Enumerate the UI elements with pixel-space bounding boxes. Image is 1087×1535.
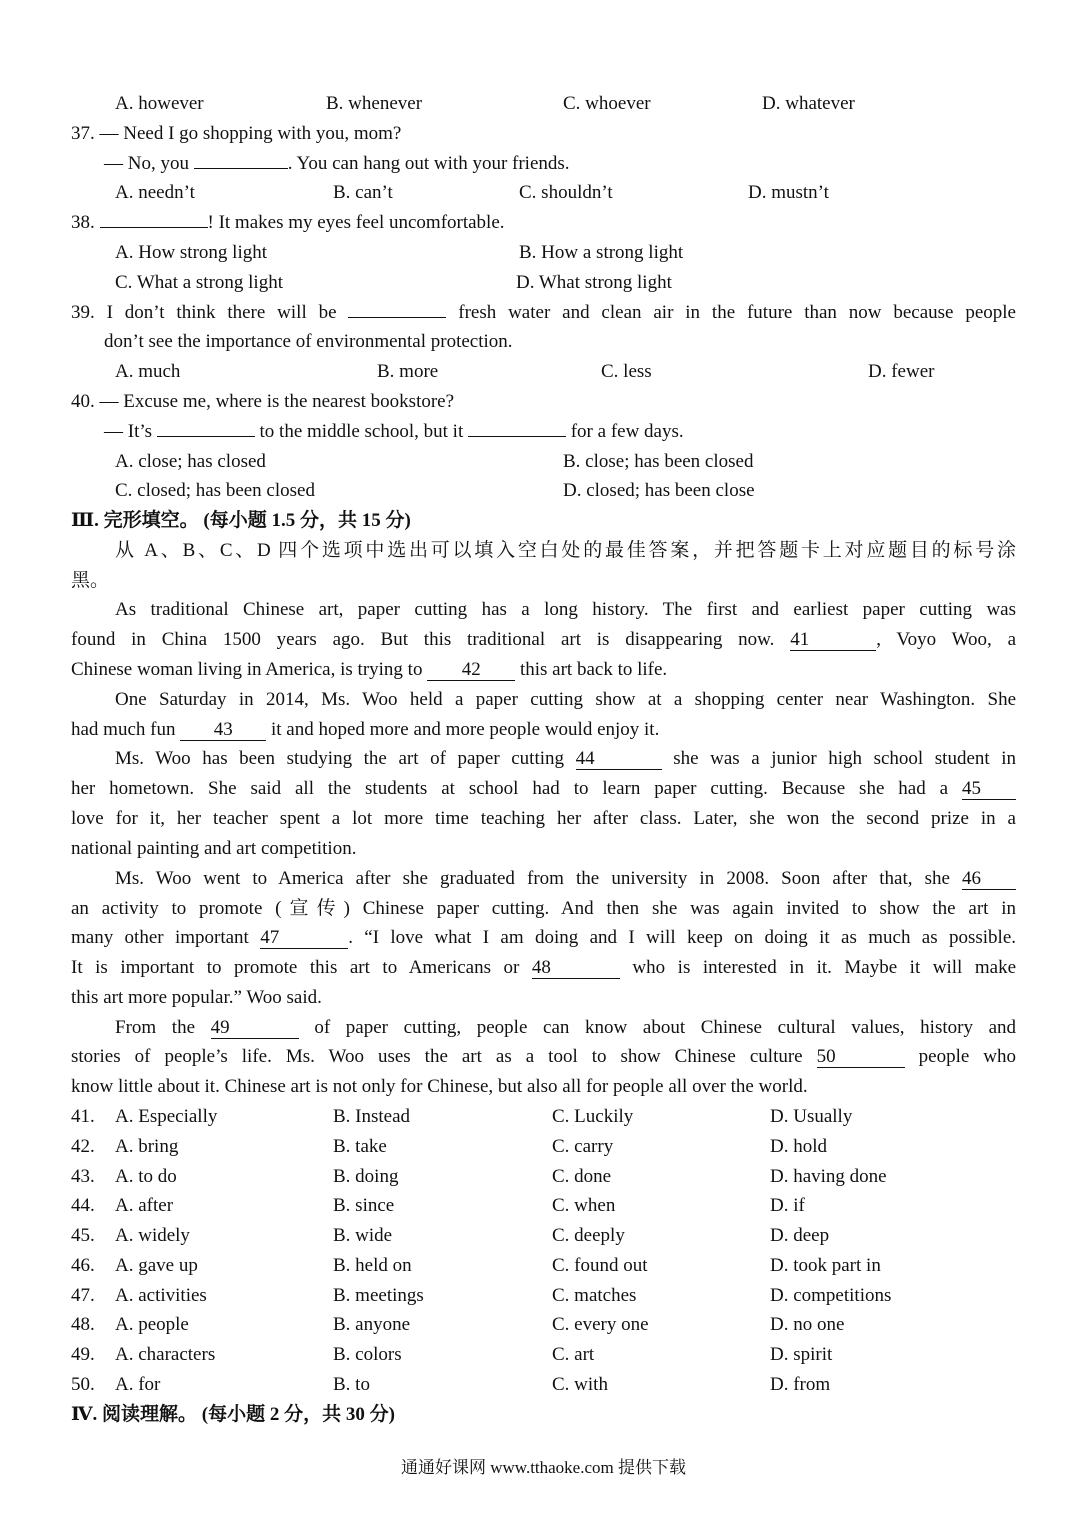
q39-line-1 — [71, 301, 1016, 325]
option-b: B. meetings — [333, 1285, 424, 1306]
passage-p4-line-1 — [115, 867, 1016, 891]
option-c: C. with — [552, 1374, 608, 1395]
blank-48: 48 — [532, 958, 620, 979]
option-a: A. characters — [115, 1344, 216, 1365]
passage-p1-line-3 — [71, 658, 667, 682]
option-c: C. carry — [552, 1136, 614, 1157]
passage-p4-line-4 — [71, 956, 1016, 980]
item-number: 48. — [71, 1314, 95, 1335]
q37-reply — [104, 152, 570, 176]
option-d: D. from — [770, 1374, 831, 1395]
passage-p3-line-2 — [71, 777, 1016, 801]
option-c: C. art — [552, 1344, 595, 1365]
q40-reply-middle: to the middle school, but it — [259, 421, 464, 442]
q39-option-b: B. more — [377, 361, 439, 382]
passage-text: it and hoped more and more people would enjoy it. — [270, 719, 660, 740]
q38-option-c: C. What a strong light — [115, 272, 283, 293]
q38-stem — [71, 211, 505, 235]
passage-text: Chinese woman living in America, is trying to — [71, 659, 423, 680]
passage-text: stories of people’s life. Ms. Woo uses the art as a tool to show Chinese culture — [71, 1046, 803, 1067]
option-b: B. colors — [333, 1344, 402, 1365]
blank-43: 43 — [180, 720, 266, 741]
option-b: B. anyone — [333, 1314, 411, 1335]
passage-text: she was a junior high school student in — [673, 748, 1017, 769]
option-d: D. spirit — [770, 1344, 833, 1365]
option-a: A. for — [115, 1374, 161, 1395]
option-c: C. every one — [552, 1314, 649, 1335]
passage-p3-line-4: national painting and art competition. — [71, 838, 357, 859]
option-a: A. widely — [115, 1225, 190, 1246]
option-c: C. deeply — [552, 1225, 625, 1246]
item-number: 44. — [71, 1195, 95, 1216]
section-3-heading: Ⅲ. 完形填空。 (每小题 1.5 分，共 15 分) — [71, 510, 411, 531]
passage-text: had much fun — [71, 719, 176, 740]
q39-option-c: C. less — [601, 361, 652, 382]
q37-blank — [194, 168, 288, 169]
q37-reply-end: . You can hang out with your friends. — [287, 153, 570, 174]
q40-stem: 40. — Excuse me, where is the nearest bookstore? — [71, 391, 455, 412]
blank-41: 41 — [790, 630, 876, 651]
option-c: C. found out — [552, 1255, 648, 1276]
passage-text: this art back to life. — [519, 659, 668, 680]
option-a: A. people — [115, 1314, 189, 1335]
section-3-instruction-2: 黑。 — [71, 570, 110, 591]
q37-stem: 37. — Need I go shopping with you, mom? — [71, 123, 402, 144]
option-a: A. bring — [115, 1136, 179, 1157]
option-b: B. take — [333, 1136, 387, 1157]
q38-option-a: A. How strong light — [115, 242, 267, 263]
item-number: 43. — [71, 1166, 95, 1187]
passage-p5-line-2 — [71, 1045, 1016, 1069]
blank-45: 45 — [962, 779, 1016, 800]
blank-50: 50 — [817, 1047, 905, 1068]
passage-text: found in China 1500 years ago. But this traditional art is disappearing now. — [71, 629, 775, 650]
option-b: B. doing — [333, 1166, 399, 1187]
q40-reply — [104, 420, 684, 444]
blank-46: 46 — [962, 869, 1016, 890]
passage-text: Ms. Woo went to America after she graduated from the university in 2008. Soon after that, she — [115, 868, 950, 889]
section-3-instruction-1: 从 A、B、C、D 四个选项中选出可以填入空白处的最佳答案，并把答题卡上对应题目的标号涂 — [115, 540, 1016, 561]
q36-option-c: C. whoever — [563, 93, 651, 114]
page-footer: 通通好课网 www.tthaoke.com 提供下载 — [400, 1458, 687, 1477]
passage-text: Ms. Woo has been studying the art of paper cutting — [115, 748, 565, 769]
option-d: D. having done — [770, 1166, 887, 1187]
q36-option-b: B. whenever — [326, 93, 423, 114]
option-d: D. took part in — [770, 1255, 881, 1276]
q38-number: 38. — [71, 212, 95, 233]
q40-blank-2 — [468, 436, 566, 437]
item-number: 50. — [71, 1374, 95, 1395]
option-c: C. Luckily — [552, 1106, 634, 1127]
q40-option-a: A. close; has closed — [115, 451, 266, 472]
q39-option-d: D. fewer — [868, 361, 935, 382]
option-d: D. if — [770, 1195, 805, 1216]
option-b: B. since — [333, 1195, 395, 1216]
passage-text: people who — [918, 1046, 1017, 1067]
q38-option-d: D. What strong light — [516, 272, 672, 293]
passage-p2-line-1: One Saturday in 2014, Ms. Woo held a paper cutting show at a shopping center near Washington. She — [115, 689, 1016, 710]
q36-option-d: D. whatever — [762, 93, 855, 114]
passage-text: her hometown. She said all the students at school had to learn paper cutting. Because she had a — [71, 778, 949, 799]
passage-text: , Voyo Woo, a — [876, 629, 1017, 650]
option-c: C. matches — [552, 1285, 637, 1306]
blank-47: 47 — [260, 928, 348, 949]
passage-text: of paper cutting, people can know about Chinese cultural values, history and — [314, 1017, 1017, 1038]
item-number: 49. — [71, 1344, 95, 1365]
option-a: A. activities — [115, 1285, 207, 1306]
q36-option-a: A. however — [115, 93, 204, 114]
passage-p4-line-5: this art more popular.” Woo said. — [71, 987, 322, 1008]
option-b: B. wide — [333, 1225, 393, 1246]
passage-p1-line-1: As traditional Chinese art, paper cutting has a long history. The first and earliest paper cutting was — [115, 599, 1016, 620]
passage-text: . “I love what I am doing and I will keep on doing it as much as possible. — [348, 927, 1016, 948]
q39-text-start: 39. I don’t think there will be — [71, 302, 337, 323]
option-b: B. Instead — [333, 1106, 411, 1127]
q38-blank — [100, 227, 208, 228]
passage-p4-line-3 — [71, 926, 1016, 950]
q40-option-c: C. closed; has been closed — [115, 480, 315, 501]
q38-option-b: B. How a strong light — [519, 242, 684, 263]
passage-text: It is important to promote this art to Americans or — [71, 957, 520, 978]
option-b: B. to — [333, 1374, 370, 1395]
passage-p5-line-3: know little about it. Chinese art is not only for Chinese, but also all for people all over the world. — [71, 1076, 808, 1097]
q37-option-b: B. can’t — [333, 182, 393, 203]
passage-p3-line-1 — [115, 747, 1016, 771]
q37-option-d: D. mustn’t — [748, 182, 829, 203]
section-4-heading: Ⅳ. 阅读理解。 (每小题 2 分，共 30 分) — [71, 1404, 395, 1425]
option-c: C. done — [552, 1166, 612, 1187]
item-number: 42. — [71, 1136, 95, 1157]
q39-blank — [348, 317, 446, 318]
option-b: B. held on — [333, 1255, 412, 1276]
blank-42: 42 — [427, 660, 515, 681]
passage-text: From the — [115, 1017, 196, 1038]
q39-text-end: fresh water and clean air in the future than now because people — [458, 302, 1016, 323]
item-number: 45. — [71, 1225, 95, 1246]
passage-p3-line-3: love for it, her teacher spent a lot more time teaching her after class. Later, she won the second prize in a — [71, 808, 1016, 829]
option-a: A. gave up — [115, 1255, 198, 1276]
q38-rest: ! It makes my eyes feel uncomfortable. — [207, 212, 505, 233]
option-d: D. deep — [770, 1225, 830, 1246]
item-number: 47. — [71, 1285, 95, 1306]
q40-reply-end: for a few days. — [570, 421, 684, 442]
blank-44: 44 — [576, 749, 662, 770]
q39-line-2: don’t see the importance of environmental protection. — [104, 331, 513, 352]
q40-option-d: D. closed; has been close — [563, 480, 755, 501]
passage-text: who is interested in it. Maybe it will make — [632, 957, 1017, 978]
option-c: C. when — [552, 1195, 616, 1216]
option-d: D. no one — [770, 1314, 845, 1335]
option-d: D. Usually — [770, 1106, 853, 1127]
passage-p4-line-2: an activity to promote (宣传) Chinese paper cutting. And then she was again invited to show the art in — [71, 898, 1016, 919]
q37-option-c: C. shouldn’t — [519, 182, 613, 203]
q40-reply-start: — It’s — [104, 421, 153, 442]
passage-p2-line-2 — [71, 718, 659, 742]
q37-reply-start: — No, you — [104, 153, 189, 174]
option-a: A. after — [115, 1195, 174, 1216]
q40-blank-1 — [157, 436, 255, 437]
q39-option-a: A. much — [115, 361, 181, 382]
option-d: D. competitions — [770, 1285, 892, 1306]
passage-p1-line-2 — [71, 628, 1016, 652]
option-a: A. to do — [115, 1166, 177, 1187]
item-number: 41. — [71, 1106, 95, 1127]
q37-option-a: A. needn’t — [115, 182, 195, 203]
passage-text: many other important — [71, 927, 249, 948]
option-d: D. hold — [770, 1136, 827, 1157]
passage-p5-line-1 — [115, 1016, 1016, 1040]
item-number: 46. — [71, 1255, 95, 1276]
option-a: A. Especially — [115, 1106, 218, 1127]
q40-option-b: B. close; has been closed — [563, 451, 754, 472]
blank-49: 49 — [211, 1018, 299, 1039]
